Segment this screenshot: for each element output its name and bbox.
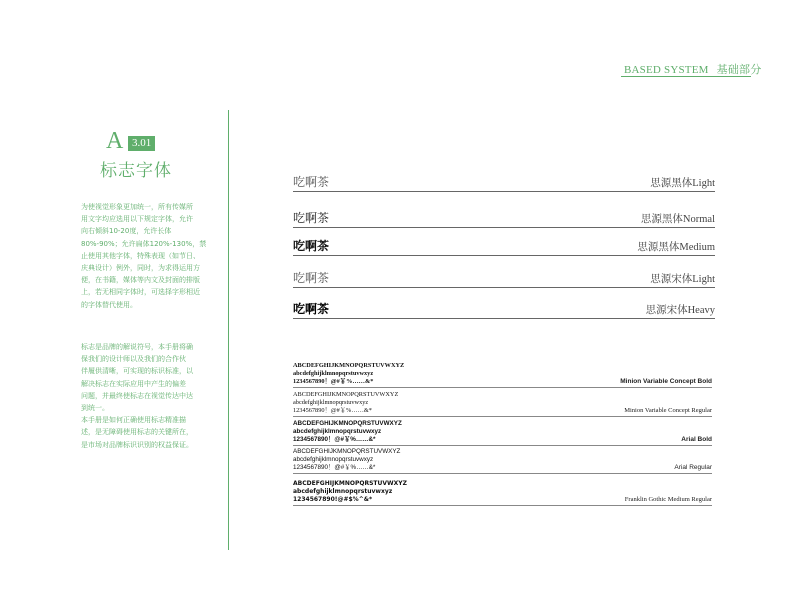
underline (293, 191, 715, 192)
font-name: Arial Regular (674, 464, 712, 471)
underline (293, 445, 712, 446)
font-name: Arial Bold (681, 436, 712, 443)
sample-text: 吃啊茶 (293, 271, 330, 285)
numbers-line: 1234567890！@#￥%……&* (293, 377, 374, 385)
paragraph-line: 是市场对品牌标识识别的权益保证。 (81, 440, 193, 449)
underline (293, 505, 712, 506)
numbers-line: 1234567890！@#￥%……&* (293, 406, 372, 414)
uppercase-line: ABCDEFGHIJKMNOPQRSTUVWXYZ (293, 362, 405, 369)
sample-text: 吃啊茶 (293, 211, 330, 225)
header-en: BASED SYSTEM (624, 64, 709, 76)
paragraph-line: 庆典设计）例外，同时，为求得运用方 (81, 264, 200, 273)
uppercase-line: ABCDEFGHIJKMNOPQRSTUVWXYZ (293, 480, 407, 487)
font-name: 思源黑体Normal (640, 214, 715, 225)
lowercase-line: abcdefghijklmnopqrstuvwxyz (293, 398, 369, 406)
underline (293, 318, 715, 319)
numbers-line: 1234567890！@#￥%……&* (293, 435, 376, 443)
paragraph-logo-description (81, 341, 211, 451)
paragraph-line: 上，若无相同字体时，可选择字形相近 (81, 288, 200, 297)
paragraph-line: 的字体替代使用。 (81, 300, 137, 309)
cn-font-sample-song-light (293, 271, 715, 288)
sample-text: 吃啊茶 (293, 239, 330, 253)
underline (293, 416, 712, 417)
font-name: Franklin Gothic Medium Regular (624, 496, 712, 503)
paragraph-line: 标志是品牌的解说符号，本手册将确 (81, 343, 193, 351)
numbers-line: 1234567890!@#$%^&* (293, 495, 373, 503)
underline (293, 473, 712, 474)
en-font-sample-arial-regular (293, 448, 712, 472)
paragraph-line: 止使用其他字体，特殊表现（如节日、 (81, 251, 200, 260)
uppercase-line: ABCDEFGHIJKMNOPQRSTUVWXYZ (293, 448, 401, 455)
section-title: 标志字体 (100, 161, 172, 181)
lowercase-line: abcdefghijklmnopqrstuvwxyz (293, 487, 393, 495)
lowercase-line: abcdefghijklmnopqrstuvwxyz (293, 369, 374, 377)
numbers-line: 1234567890！@#￥%……&* (293, 463, 376, 471)
section-number-badge: 3.01 (128, 136, 155, 151)
header-divider (621, 76, 751, 77)
font-name: 思源宋体Heavy (645, 305, 715, 316)
paragraph-line: 本手册是如何正确使用标志精准描 (81, 416, 186, 425)
en-font-sample-franklin (293, 480, 712, 504)
font-name: Minion Variable Concept Bold (620, 378, 712, 385)
underline (293, 287, 715, 288)
vertical-divider (228, 110, 229, 550)
paragraph-font-rules (81, 201, 211, 311)
header-cn: 基础部分 (716, 64, 762, 76)
cn-font-sample-hei-light (293, 175, 715, 192)
cn-font-sample-song-heavy (293, 302, 715, 319)
underline (293, 255, 715, 256)
cn-font-sample-hei-medium (293, 239, 715, 256)
lowercase-line: abcdefghijklmnopqrstuvwxyz (293, 427, 382, 435)
paragraph-line: 用文字均应选用以下规定字体，允许 (81, 215, 193, 224)
font-name: Minion Variable Concept Regular (624, 407, 712, 414)
paragraph-line: 80%-90%；允许扁体120%-130%，禁 (81, 239, 207, 248)
sample-text: 吃啊茶 (293, 175, 330, 189)
sample-text: 吃啊茶 (293, 302, 330, 316)
font-name: 思源黑体Medium (637, 242, 715, 253)
paragraph-line: 便，在书籍，媒体等内文及封面的排版 (81, 276, 200, 285)
en-font-sample-minion-regular (293, 391, 712, 415)
underline (293, 227, 715, 228)
paragraph-line: 述，是无障碍使用标志的关键所在， (81, 428, 193, 437)
lowercase-line: abcdefghijklmnopqrstuvwxyz (293, 455, 374, 463)
paragraph-line: 解决标志在实际应用中产生的偏差 (81, 379, 186, 388)
cn-font-sample-hei-normal (293, 211, 715, 228)
font-name: 思源宋体Light (650, 274, 715, 285)
en-font-sample-arial-bold (293, 420, 712, 444)
en-font-sample-minion-bold (293, 362, 712, 386)
paragraph-line: 到统一。 (81, 404, 109, 413)
paragraph-line: 向右倾斜10-20度，允许长体 (81, 227, 172, 236)
page-header (624, 61, 761, 77)
section-letter: A (106, 128, 124, 154)
font-name: 思源黑体Light (650, 178, 715, 189)
paragraph-line: 问题，并最终使标志在视觉传达中达 (81, 391, 193, 400)
uppercase-line: ABCDEFGHIJKMNOPQRSTUVWXYZ (293, 420, 402, 427)
uppercase-line: ABCDEFGHIJKMNOPQRSTUVWXYZ (293, 391, 399, 398)
underline (293, 387, 712, 388)
paragraph-line: 为使视觉形象更加统一，所有传媒所 (81, 203, 193, 211)
paragraph-line: 保我们的设计师以及我们的合作伙 (81, 355, 186, 364)
paragraph-line: 伴履供清晰，可实现的标识标准，以 (81, 367, 193, 376)
